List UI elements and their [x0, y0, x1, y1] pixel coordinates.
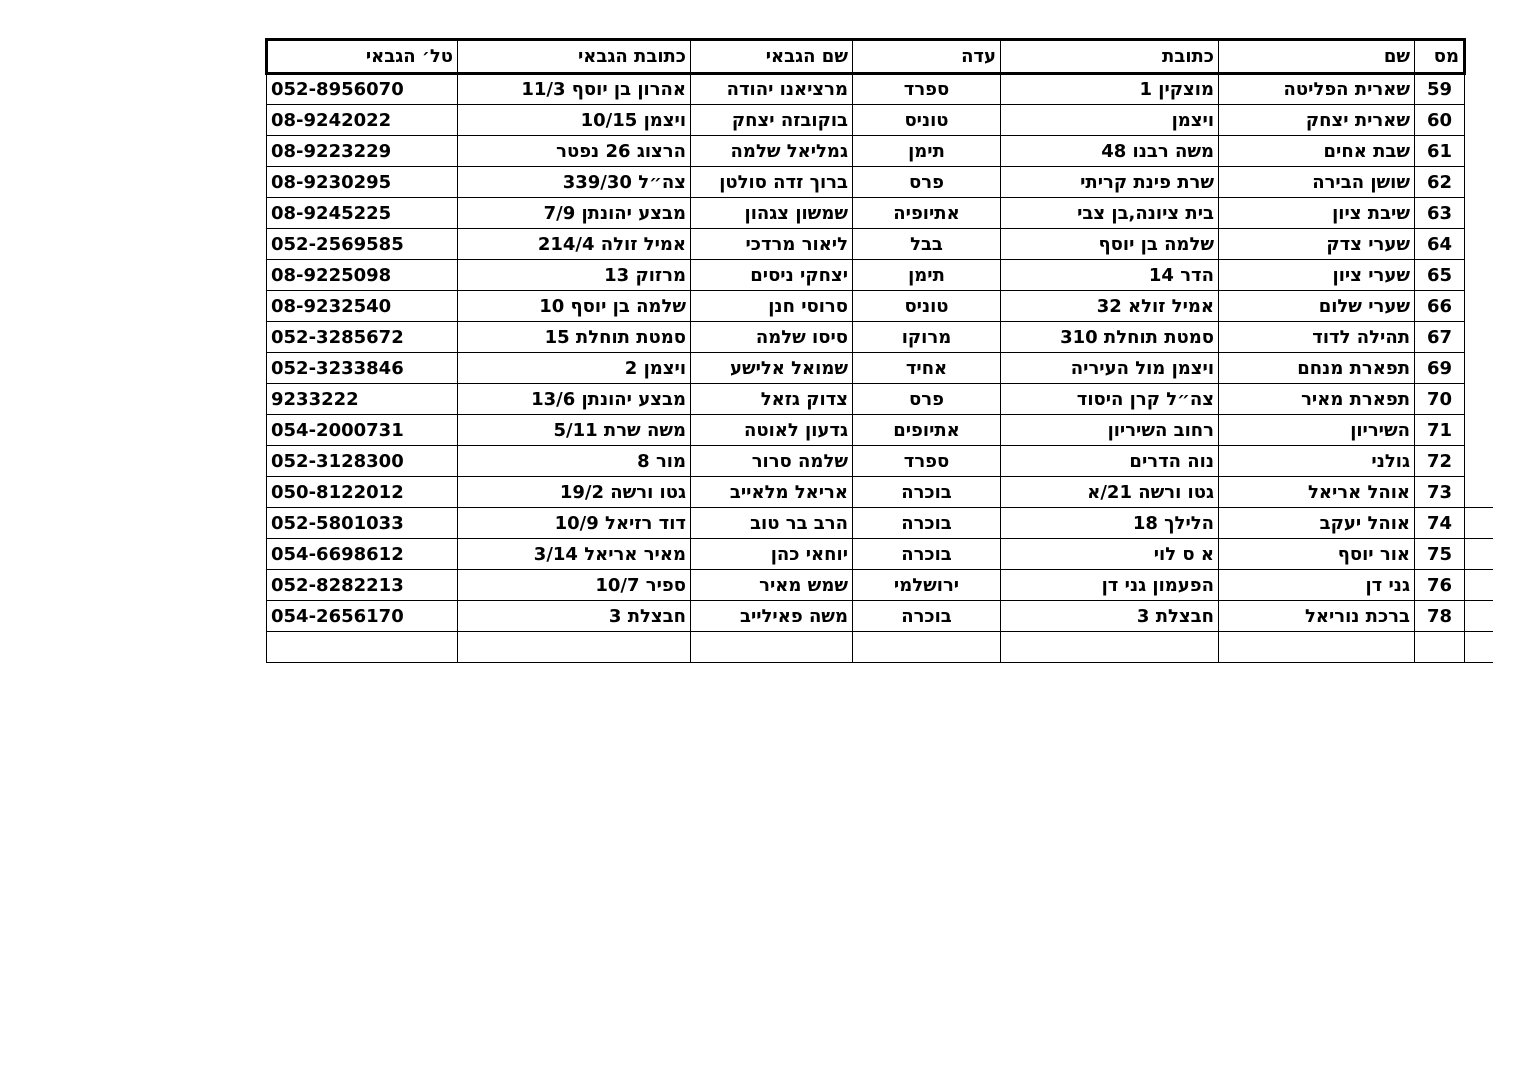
cell-gabai-name: ברוך זדה סולטן — [691, 167, 853, 198]
table-row — [267, 260, 1493, 291]
cell-gabai-phone: 052-3128300 — [267, 446, 458, 477]
cell-gabai-name: ליאור מרדכי — [691, 229, 853, 260]
header-address: כתובת — [1001, 40, 1219, 74]
cell-gabai-name: צדוק גזאל — [691, 384, 853, 415]
cell-eda: בוכרה — [853, 539, 1001, 570]
cell-gabai-phone: 08-9225098 — [267, 260, 458, 291]
gutter-cell — [1465, 632, 1493, 663]
gutter-cell — [1465, 167, 1493, 198]
cell-address: ויצמן מול העיריה — [1001, 353, 1219, 384]
cell-gabai-name: יוחאי כהן — [691, 539, 853, 570]
cell-gabai-name: גדעון לאוטה — [691, 415, 853, 446]
cell-gabai-address: מרזוק 13 — [458, 260, 691, 291]
table-row — [267, 570, 1493, 601]
cell-num — [1415, 632, 1465, 663]
cell-name: תהילה לדוד — [1219, 322, 1415, 353]
cell-num: 78 — [1415, 601, 1465, 632]
cell-gabai-phone: 052-8282213 — [267, 570, 458, 601]
cell-address: חבצלת 3 — [1001, 601, 1219, 632]
table-row — [267, 167, 1493, 198]
table-row — [267, 74, 1493, 105]
cell-address: הדר 14 — [1001, 260, 1219, 291]
cell-address: צה״ל קרן היסוד — [1001, 384, 1219, 415]
cell-address: מוצקין 1 — [1001, 74, 1219, 105]
cell-gabai-address: צה״ל 339/30 — [458, 167, 691, 198]
gutter-cell — [1465, 415, 1493, 446]
cell-eda: טוניס — [853, 105, 1001, 136]
header-name: שם — [1219, 40, 1415, 74]
cell-eda: מרוקו — [853, 322, 1001, 353]
cell-name — [1219, 632, 1415, 663]
cell-gabai-phone: 08-9232540 — [267, 291, 458, 322]
table-body — [267, 74, 1493, 663]
cell-gabai-address: שלמה בן יוסף 10 — [458, 291, 691, 322]
cell-name: השיריון — [1219, 415, 1415, 446]
table-row — [267, 477, 1493, 508]
cell-gabai-address: ספיר 10/7 — [458, 570, 691, 601]
gutter-cell — [1465, 40, 1493, 74]
cell-num: 66 — [1415, 291, 1465, 322]
cell-gabai-name: משה פאילייב — [691, 601, 853, 632]
cell-name: אוהל אריאל — [1219, 477, 1415, 508]
cell-num: 59 — [1415, 74, 1465, 105]
cell-name: גני דן — [1219, 570, 1415, 601]
cell-num: 70 — [1415, 384, 1465, 415]
cell-num: 62 — [1415, 167, 1465, 198]
cell-gabai-address: משה שרת 5/11 — [458, 415, 691, 446]
cell-eda: פרס — [853, 167, 1001, 198]
cell-gabai-phone: 054-2656170 — [267, 601, 458, 632]
gutter-cell — [1465, 229, 1493, 260]
cell-address: סמטת תוחלת 310 — [1001, 322, 1219, 353]
gutter-cell — [1465, 136, 1493, 167]
gutter-cell — [1465, 570, 1493, 601]
cell-gabai-phone: 08-9242022 — [267, 105, 458, 136]
cell-eda: ספרד — [853, 446, 1001, 477]
cell-gabai-phone: 9233222 — [267, 384, 458, 415]
gutter-cell — [1465, 384, 1493, 415]
cell-eda: בבל — [853, 229, 1001, 260]
header-eda: עדה — [853, 40, 1001, 74]
cell-gabai-phone: 052-3285672 — [267, 322, 458, 353]
gutter-cell — [1465, 105, 1493, 136]
table-row — [267, 446, 1493, 477]
cell-eda — [853, 632, 1001, 663]
gutter-cell — [1465, 260, 1493, 291]
cell-address: א ס לוי — [1001, 539, 1219, 570]
cell-gabai-address: אמיל זולה 214/4 — [458, 229, 691, 260]
cell-gabai-address: ויצמן 2 — [458, 353, 691, 384]
table-row — [267, 508, 1493, 539]
cell-address: נוה הדרים — [1001, 446, 1219, 477]
cell-name: שערי ציון — [1219, 260, 1415, 291]
table-row — [267, 105, 1493, 136]
cell-name: שערי צדק — [1219, 229, 1415, 260]
cell-address — [1001, 632, 1219, 663]
cell-eda: אתיופיה — [853, 198, 1001, 229]
cell-name: שיבת ציון — [1219, 198, 1415, 229]
header-gabai-name: שם הגבאי — [691, 40, 853, 74]
cell-name: אוהל יעקב — [1219, 508, 1415, 539]
cell-address: שרת פינת קריתי — [1001, 167, 1219, 198]
cell-num: 65 — [1415, 260, 1465, 291]
cell-gabai-address — [458, 632, 691, 663]
cell-eda: ספרד — [853, 74, 1001, 105]
cell-address: שלמה בן יוסף — [1001, 229, 1219, 260]
gutter-cell — [1465, 601, 1493, 632]
gutter-cell — [1465, 291, 1493, 322]
cell-gabai-address: מבצע יהונתן 13/6 — [458, 384, 691, 415]
cell-name: תפארת מאיר — [1219, 384, 1415, 415]
table-row — [267, 601, 1493, 632]
cell-num: 75 — [1415, 539, 1465, 570]
cell-address: הפעמון גני דן — [1001, 570, 1219, 601]
cell-gabai-phone — [267, 632, 458, 663]
cell-eda: תימן — [853, 136, 1001, 167]
table-row — [267, 229, 1493, 260]
cell-gabai-address: אהרון בן יוסף 11/3 — [458, 74, 691, 105]
table-row — [267, 322, 1493, 353]
cell-eda: אחיד — [853, 353, 1001, 384]
cell-gabai-name: אריאל מלאייב — [691, 477, 853, 508]
cell-gabai-name: שמואל אלישע — [691, 353, 853, 384]
cell-gabai-name: שמשון צגהון — [691, 198, 853, 229]
cell-num: 71 — [1415, 415, 1465, 446]
table-row — [267, 353, 1493, 384]
table-row — [267, 136, 1493, 167]
cell-gabai-name: מרציאנו יהודה — [691, 74, 853, 105]
gutter-cell — [1465, 446, 1493, 477]
cell-num: 67 — [1415, 322, 1465, 353]
cell-gabai-name: סרוסי חנן — [691, 291, 853, 322]
cell-eda: אתיופים — [853, 415, 1001, 446]
header-row — [267, 40, 1493, 74]
cell-num: 64 — [1415, 229, 1465, 260]
cell-name: שבת אחים — [1219, 136, 1415, 167]
cell-gabai-phone: 052-2569585 — [267, 229, 458, 260]
cell-eda: בוכרה — [853, 601, 1001, 632]
cell-gabai-address: מור 8 — [458, 446, 691, 477]
cell-gabai-phone: 054-2000731 — [267, 415, 458, 446]
cell-address: גטו ורשה 21/א — [1001, 477, 1219, 508]
cell-num: 72 — [1415, 446, 1465, 477]
cell-gabai-name: גמליאל שלמה — [691, 136, 853, 167]
cell-num: 76 — [1415, 570, 1465, 601]
gutter-cell — [1465, 539, 1493, 570]
cell-num: 60 — [1415, 105, 1465, 136]
cell-num: 61 — [1415, 136, 1465, 167]
gutter-cell — [1465, 198, 1493, 229]
cell-gabai-address: ויצמן 10/15 — [458, 105, 691, 136]
cell-gabai-address: גטו ורשה 19/2 — [458, 477, 691, 508]
cell-eda: בוכרה — [853, 477, 1001, 508]
cell-name: שארית הפליטה — [1219, 74, 1415, 105]
cell-eda: טוניס — [853, 291, 1001, 322]
cell-gabai-phone: 052-5801033 — [267, 508, 458, 539]
cell-address: אמיל זולא 32 — [1001, 291, 1219, 322]
cell-name: שערי שלום — [1219, 291, 1415, 322]
cell-gabai-name: שמש מאיר — [691, 570, 853, 601]
cell-gabai-phone: 050-8122012 — [267, 477, 458, 508]
cell-gabai-address: מבצע יהונתן 7/9 — [458, 198, 691, 229]
table-row — [267, 539, 1493, 570]
cell-num: 74 — [1415, 508, 1465, 539]
cell-name: אור יוסף — [1219, 539, 1415, 570]
cell-num: 63 — [1415, 198, 1465, 229]
header-gabai-phone: טל׳ הגבאי — [267, 40, 458, 74]
cell-eda: תימן — [853, 260, 1001, 291]
cell-gabai-name: יצחקי ניסים — [691, 260, 853, 291]
table-row — [267, 415, 1493, 446]
synagogue-table — [265, 38, 1493, 663]
cell-eda: בוכרה — [853, 508, 1001, 539]
gutter-cell — [1465, 353, 1493, 384]
cell-gabai-name: סיסו שלמה — [691, 322, 853, 353]
table-row — [267, 632, 1493, 663]
cell-address: בית ציונה,בן צבי — [1001, 198, 1219, 229]
cell-eda: פרס — [853, 384, 1001, 415]
cell-gabai-name: הרב בר טוב — [691, 508, 853, 539]
cell-gabai-name — [691, 632, 853, 663]
cell-eda: ירושלמי — [853, 570, 1001, 601]
cell-name: ברכת נוריאל — [1219, 601, 1415, 632]
table-row — [267, 198, 1493, 229]
cell-address: הלילך 18 — [1001, 508, 1219, 539]
cell-gabai-phone: 052-8956070 — [267, 74, 458, 105]
cell-address: רחוב השיריון — [1001, 415, 1219, 446]
gutter-cell — [1465, 508, 1493, 539]
cell-gabai-address: מאיר אריאל 3/14 — [458, 539, 691, 570]
header-num: מס — [1415, 40, 1465, 74]
cell-gabai-address: דוד רזיאל 10/9 — [458, 508, 691, 539]
cell-gabai-phone: 052-3233846 — [267, 353, 458, 384]
cell-gabai-phone: 08-9245225 — [267, 198, 458, 229]
cell-name: שושן הבירה — [1219, 167, 1415, 198]
gutter-cell — [1465, 74, 1493, 105]
cell-gabai-phone: 054-6698612 — [267, 539, 458, 570]
cell-name: תפארת מנחם — [1219, 353, 1415, 384]
cell-gabai-name: בוקובזה יצחק — [691, 105, 853, 136]
gutter-cell — [1465, 477, 1493, 508]
cell-name: גולני — [1219, 446, 1415, 477]
synagogue-table-sheet — [265, 38, 1493, 663]
cell-gabai-address: הרצוג 26 נפטר — [458, 136, 691, 167]
cell-num: 73 — [1415, 477, 1465, 508]
cell-gabai-address: סמטת תוחלת 15 — [458, 322, 691, 353]
gutter-cell — [1465, 322, 1493, 353]
cell-gabai-name: שלמה סרור — [691, 446, 853, 477]
cell-name: שארית יצחק — [1219, 105, 1415, 136]
cell-num: 69 — [1415, 353, 1465, 384]
cell-gabai-phone: 08-9223229 — [267, 136, 458, 167]
cell-gabai-phone: 08-9230295 — [267, 167, 458, 198]
cell-address: ויצמן — [1001, 105, 1219, 136]
cell-address: משה רבנו 48 — [1001, 136, 1219, 167]
cell-gabai-address: חבצלת 3 — [458, 601, 691, 632]
header-gabai-address: כתובת הגבאי — [458, 40, 691, 74]
table-row — [267, 384, 1493, 415]
table-row — [267, 291, 1493, 322]
